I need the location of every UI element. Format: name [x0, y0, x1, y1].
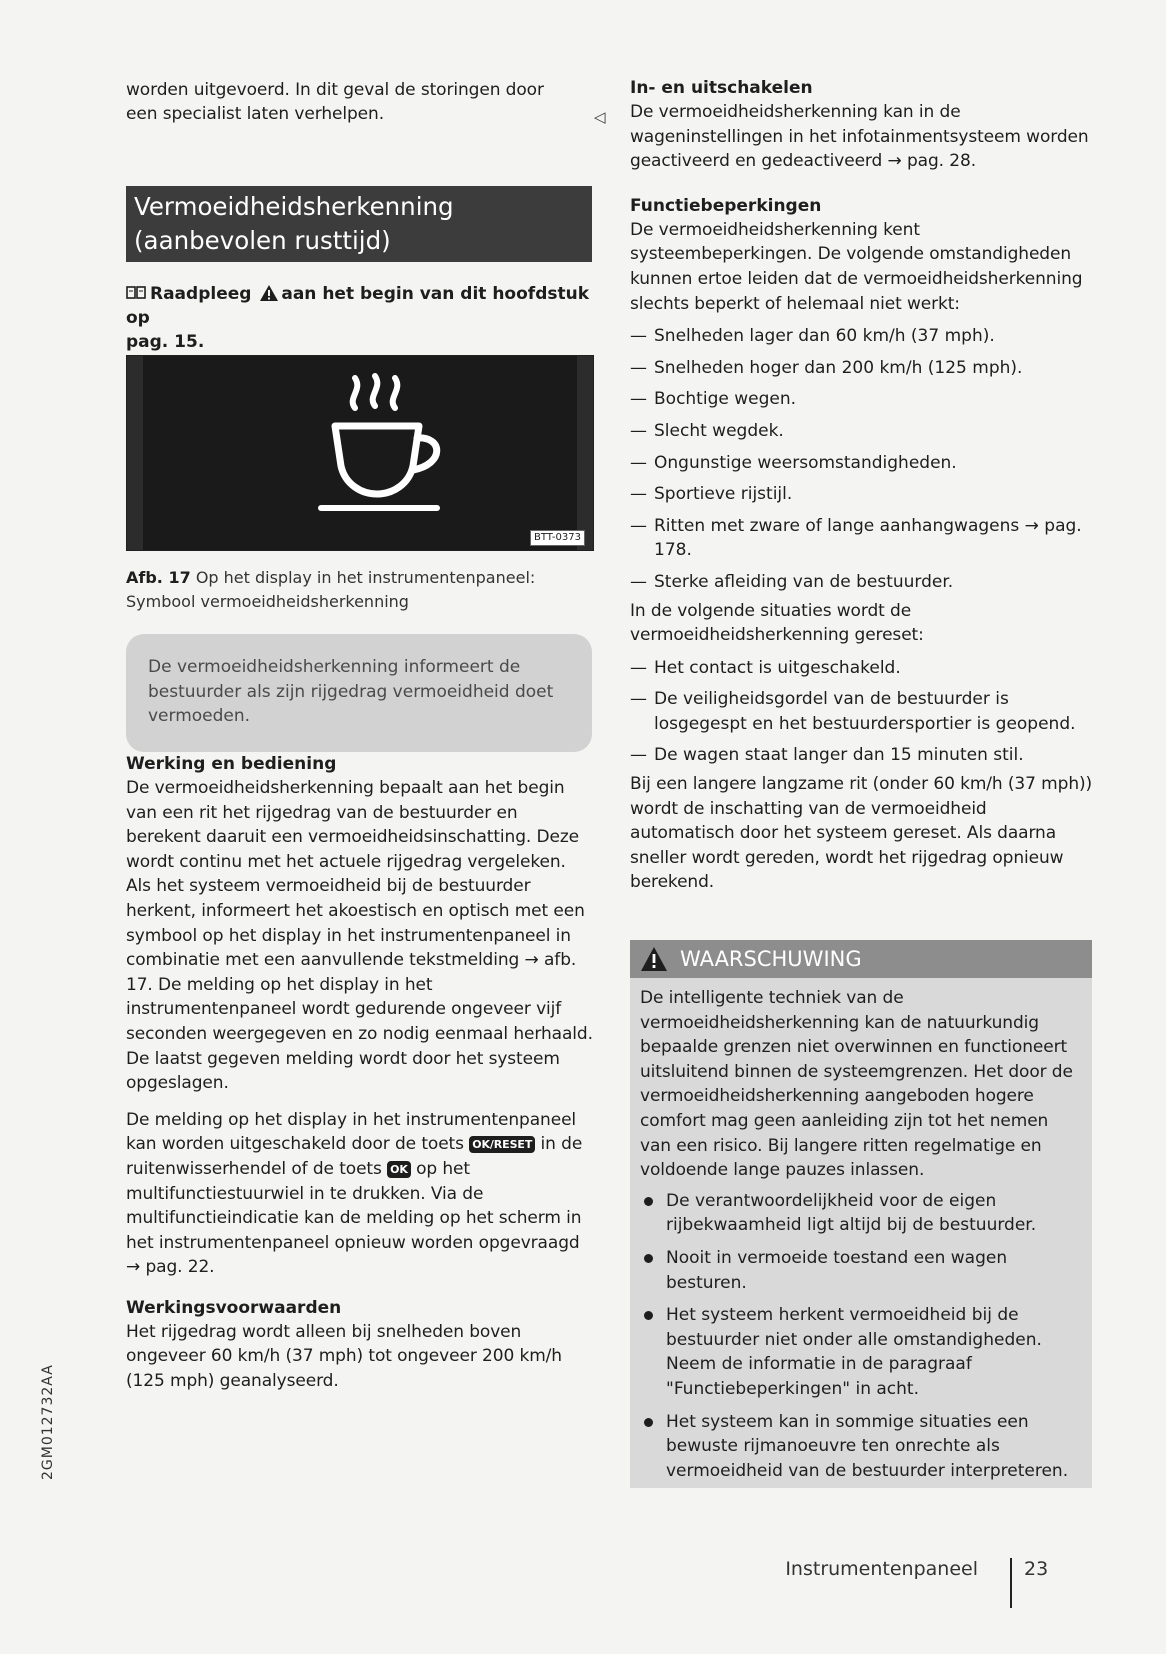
- beperkingen-list: [630, 324, 1094, 594]
- reference-page: pag. 15.: [126, 332, 205, 352]
- right-column-body: [630, 76, 1094, 895]
- list-item: — Ongunstige weersomstandigheden.: [630, 451, 1094, 476]
- reference-post-text: aan het begin van dit hoofdstuk op: [126, 284, 590, 328]
- werking-p2-text-c: op het multifunctiestuurwiel in te drukken. Via de multifunctieindicatie kan de melding op het scherm in het instrumentenpaneel opnieuw worden opgevraagd → pag. 22.: [126, 1158, 582, 1278]
- heading-werking: Werking en bediening: [126, 754, 337, 774]
- coffee-cup-icon: [277, 366, 477, 526]
- side-code: 2GM012732AA: [40, 1364, 56, 1480]
- warning-box: [630, 940, 1092, 1488]
- figure-id: BTT-0373: [530, 530, 585, 546]
- caption-line-2: Symbool vermoeidheidsherkenning: [126, 592, 409, 611]
- list-item: De verantwoordelijkheid voor de eigen rijbekwaamheid ligt altijd bij de bestuurder.: [640, 1189, 1082, 1238]
- warning-triangle-icon: [259, 284, 279, 302]
- book-icon: [126, 286, 146, 300]
- reset-list: [630, 656, 1094, 768]
- back-marker-icon: ◁: [594, 108, 606, 126]
- section-title-line-2: (aanbevolen rusttijd): [134, 226, 391, 255]
- list-item: — Het contact is uitgeschakeld.: [630, 656, 1094, 681]
- list-item: Het systeem herkent vermoeidheid bij de bestuurder niet onder alle omstandigheden. Neem de informatie in de paragraaf "Functiebeperkingen" in acht.: [640, 1303, 1082, 1401]
- footer-divider: [1010, 1558, 1012, 1608]
- ok-reset-key-icon: OK/RESET: [469, 1136, 535, 1153]
- list-item: — Snelheden lager dan 60 km/h (37 mph).: [630, 324, 1094, 349]
- werking-p2-text-a: De melding op het display in het instrumentenpaneel kan worden uitgeschakeld door de toets: [126, 1109, 577, 1155]
- warning-paragraph: De intelligente techniek van de vermoeidheidsherkenning kan de natuurkundig bepaalde grenzen niet overwinnen en functioneert uitsluitend binnen de systeemgrenzen. Het door de vermoeidheidsherkenning aangeboden hogere comfort mag geen aanleiding zijn tot het nemen van een risico. Bij langere ritten regelmatige en voldoende lange pauzes inlassen.: [640, 988, 1073, 1181]
- heading-functiebeperkingen: Functiebeperkingen: [630, 195, 822, 216]
- inuit-paragraph: De vermoeidheidsherkenning kan in de wageninstellingen in het infotainmentsysteem worden geactiveerd en gedeactiveerd → pag. 28.: [630, 102, 1089, 172]
- list-item: — Ritten met zware of lange aanhangwagens → pag. 178.: [630, 514, 1094, 563]
- warning-body: [630, 978, 1092, 1483]
- warning-title: WAARSCHUWING: [680, 947, 862, 971]
- reset-paragraph: In de volgende situaties wordt de vermoeidheidsherkenning gereset:: [630, 600, 924, 646]
- list-item: — Snelheden hoger dan 200 km/h (125 mph).: [630, 356, 1094, 381]
- caption-label: Afb. 17: [126, 568, 191, 587]
- ok-key-icon: OK: [387, 1161, 411, 1178]
- intro-line-1: worden uitgevoerd. In dit geval de storingen door: [126, 80, 544, 100]
- reference-pre-text: Raadpleeg: [150, 284, 252, 304]
- warning-triangle-icon: [640, 946, 668, 972]
- figure-screen: [143, 356, 577, 550]
- langzaam-paragraph: Bij een langere langzame rit (onder 60 km/h (37 mph)) wordt de inschatting van de vermoeidheid automatisch door het systeem gereset. Als daarna sneller wordt gereden, wordt het rijgedrag opnieuw berekend.: [630, 774, 1093, 893]
- page-number: 23: [1024, 1558, 1049, 1580]
- reference-line: [126, 282, 596, 354]
- heading-in-uitschakelen: In- en uitschakelen: [630, 78, 813, 98]
- warning-bullets: [640, 1189, 1082, 1484]
- footer-section-title: Instrumentenpaneel: [785, 1558, 978, 1580]
- info-box: De vermoeidheidsherkenning informeert de bestuurder als zijn rijgedrag vermoeidheid doet vermoeden.: [126, 634, 592, 752]
- list-item: — Bochtige wegen.: [630, 387, 1094, 412]
- warning-header: [630, 940, 1092, 978]
- list-item: — Sportieve rijstijl.: [630, 482, 1094, 507]
- heading-werkingsvoorwaarden: Werkingsvoorwaarden: [126, 1297, 342, 1318]
- list-item: — De veiligheidsgordel van de bestuurder is losgegespt en het bestuurdersportier is geopend.: [630, 687, 1094, 736]
- werking-p2-text-b: in de ruitenwisserhendel of de toets: [126, 1134, 583, 1179]
- voorwaarden-paragraph: Het rijgedrag wordt alleen bij snelheden boven ongeveer 60 km/h (37 mph) tot ongeveer 200 km/h (125 mph) geanalyseerd.: [126, 1321, 562, 1392]
- list-item: Het systeem kan in sommige situaties een bewuste rijmanoeuvre ten onrechte als vermoeidheid van de bestuurder interpreteren.: [640, 1410, 1082, 1484]
- caption-line-1: Op het display in het instrumentenpaneel:: [195, 568, 536, 587]
- beperkingen-paragraph: De vermoeidheidsherkenning kent systeembeperkingen. De volgende omstandigheden kunnen ertoe leiden dat de vermoeidheidsherkenning slechts beperkt of helemaal niet werkt:: [630, 219, 1083, 314]
- list-item: — De wagen staat langer dan 15 minuten stil.: [630, 743, 1094, 768]
- section-title-line-1: Vermoeidheidsherkenning: [134, 192, 454, 221]
- werking-paragraph-1: De vermoeidheidsherkenning bepaalt aan het begin van een rit het rijgedrag van de bestuurder en berekent daaruit een vermoeidheidsinschatting. Deze wordt continu met het actuele rijgedrag vergeleken. Als het systeem vermoeidheid bij de bestuurder herkent, informeert het akoestisch en optisch met een symbool op het display in het instrumentenpaneel in combinatie met een aanvullende tekstmelding → afb. 17. De melding op het display in het instrumentenpaneel wordt gedurende ongeveer vijf seconden weergegeven en zo nodig eenmaal herhaald. De laatst gegeven melding wordt door het systeem opgeslagen.: [126, 778, 593, 1094]
- left-column-body: [126, 752, 594, 1394]
- werking-paragraph-2: [126, 1108, 594, 1280]
- figure-display-symbol: [126, 355, 594, 551]
- list-item: — Slecht wegdek.: [630, 419, 1094, 444]
- figure-caption: [126, 566, 596, 614]
- intro-line-2: een specialist laten verhelpen.: [126, 104, 385, 124]
- section-title: [126, 186, 592, 262]
- list-item: Nooit in vermoeide toestand een wagen besturen.: [640, 1246, 1082, 1295]
- list-item: — Sterke afleiding van de bestuurder.: [630, 570, 1094, 595]
